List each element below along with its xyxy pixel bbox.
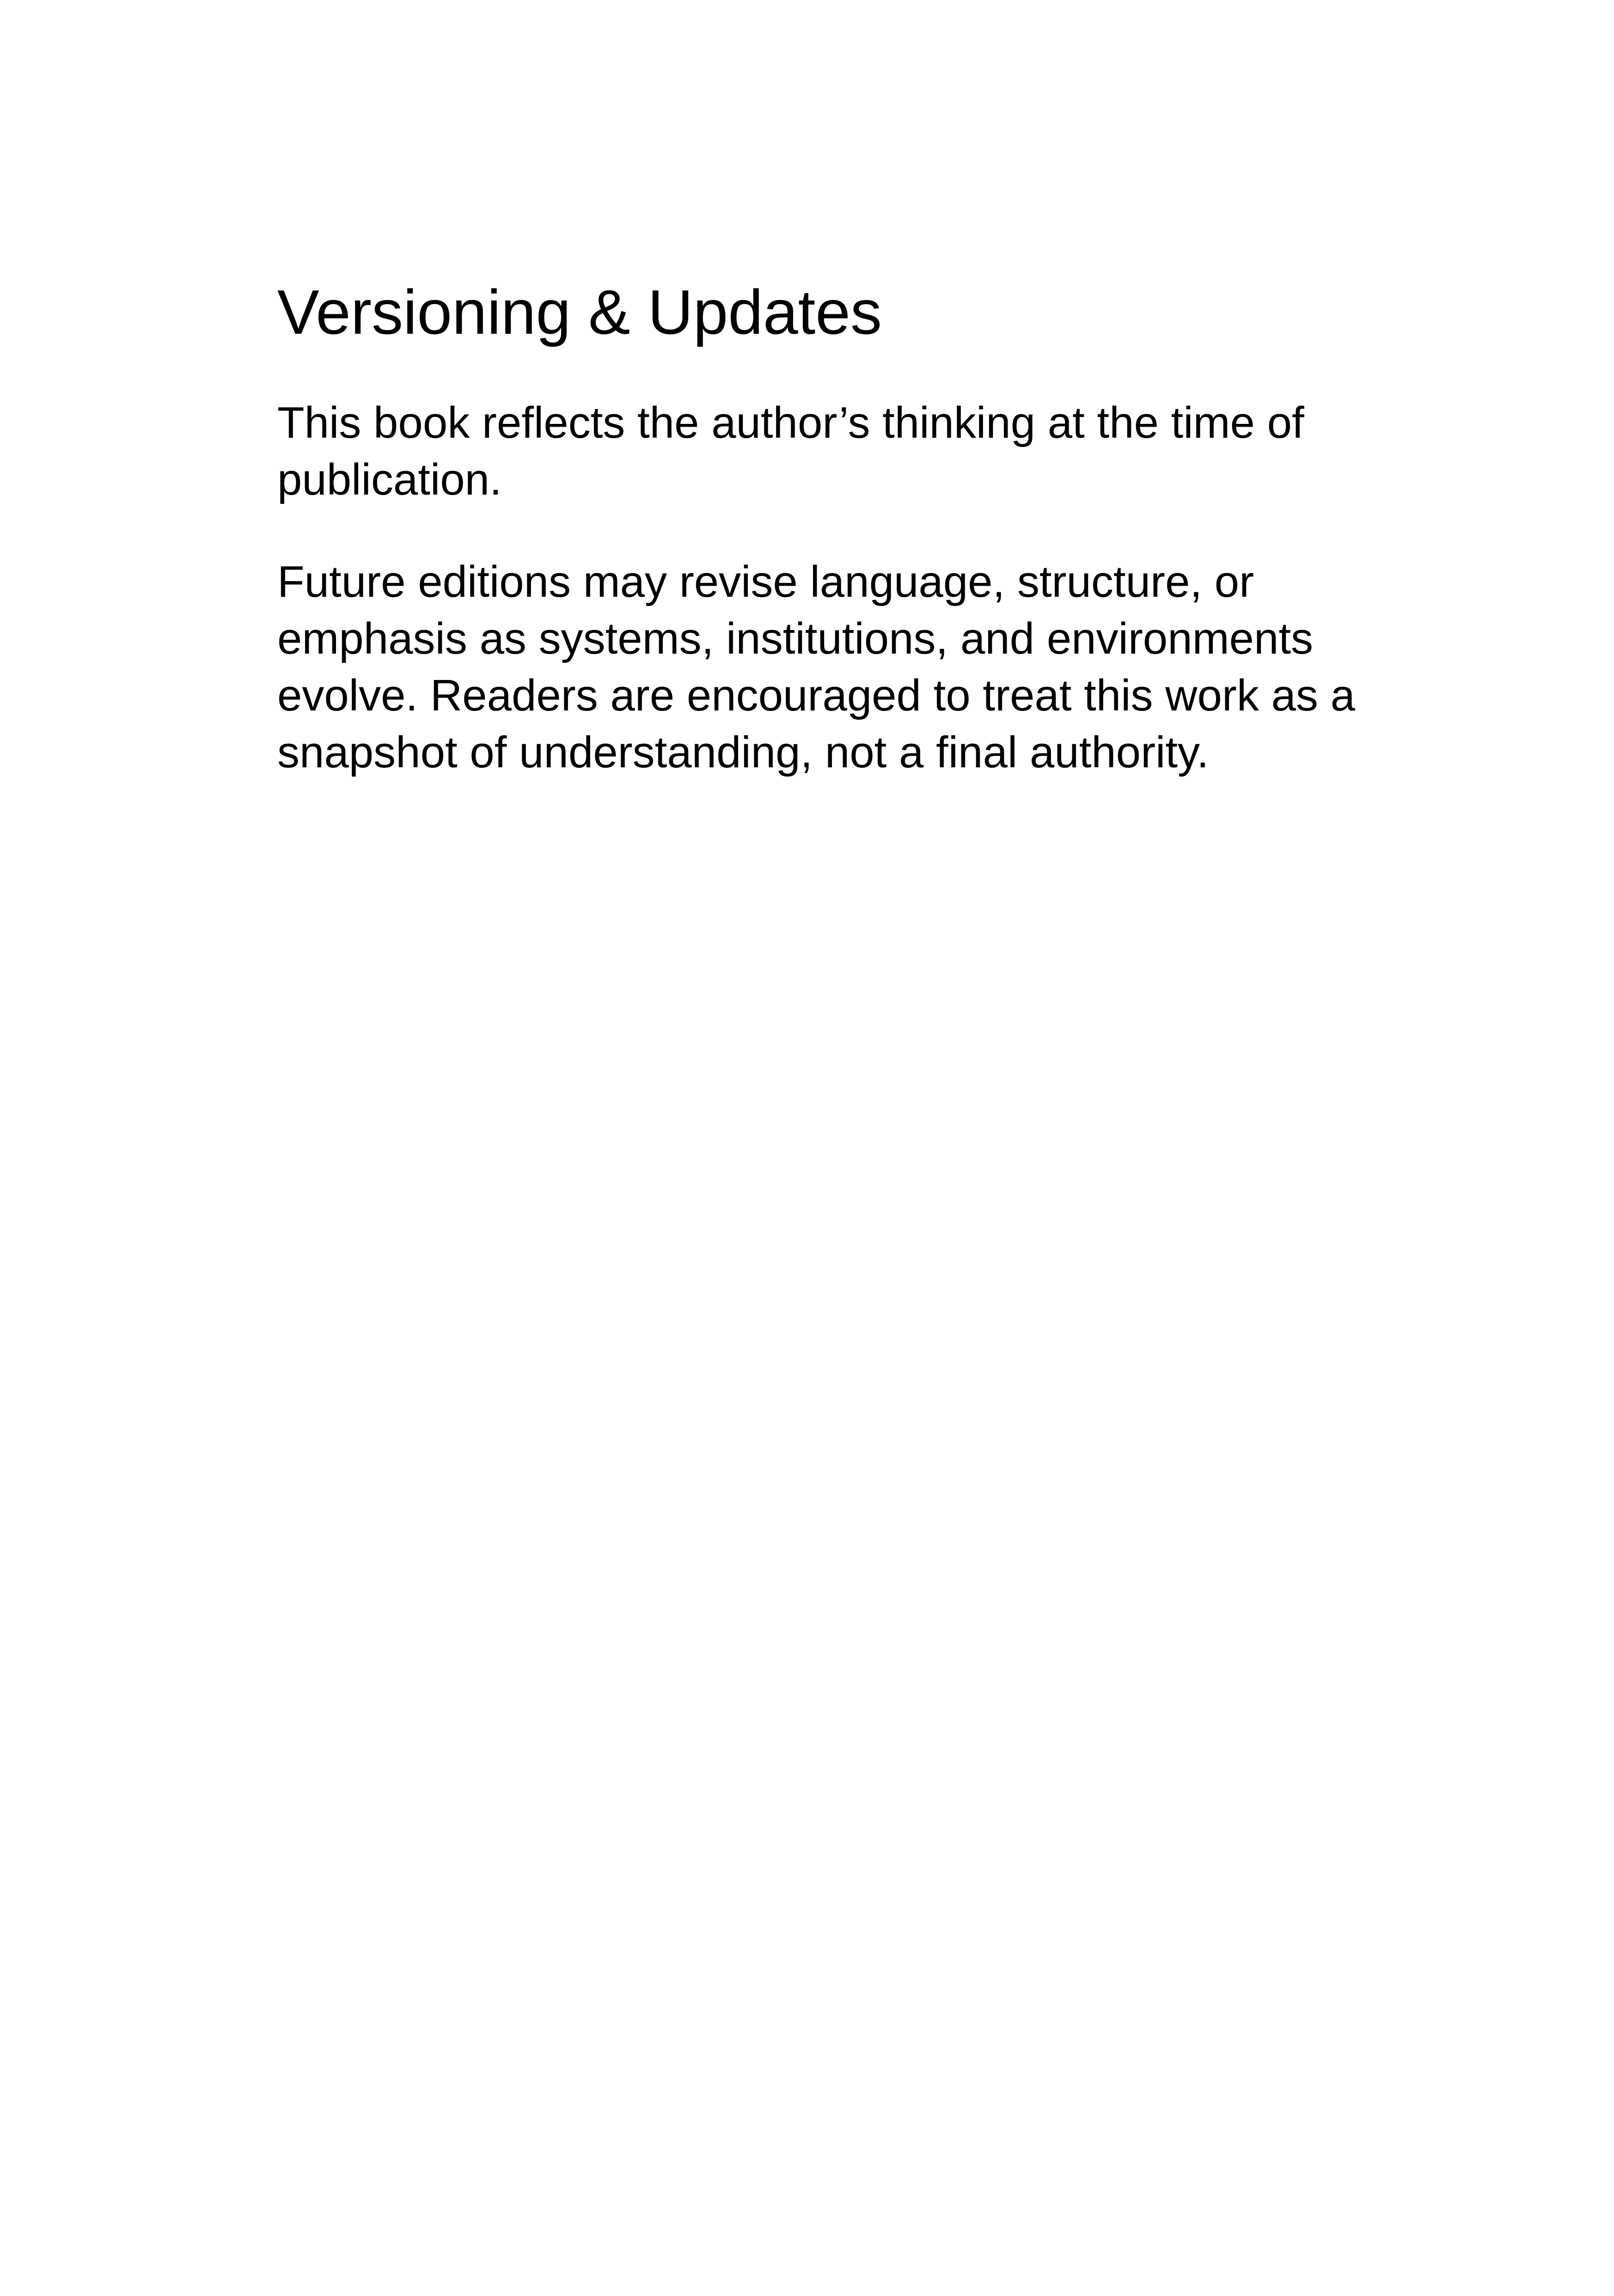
page-title: Versioning & Updates bbox=[277, 277, 882, 347]
paragraph-future-editions: Future editions may revise language, structure, or emphasis as systems, institutions, and environments evolve. Readers are encouraged to treat this work as a snapshot of understanding, not a final authority. bbox=[277, 557, 1355, 777]
paragraph-intro: This book reflects the author’s thinking at the time of publication. bbox=[277, 398, 1304, 504]
page-content bbox=[277, 273, 1387, 781]
